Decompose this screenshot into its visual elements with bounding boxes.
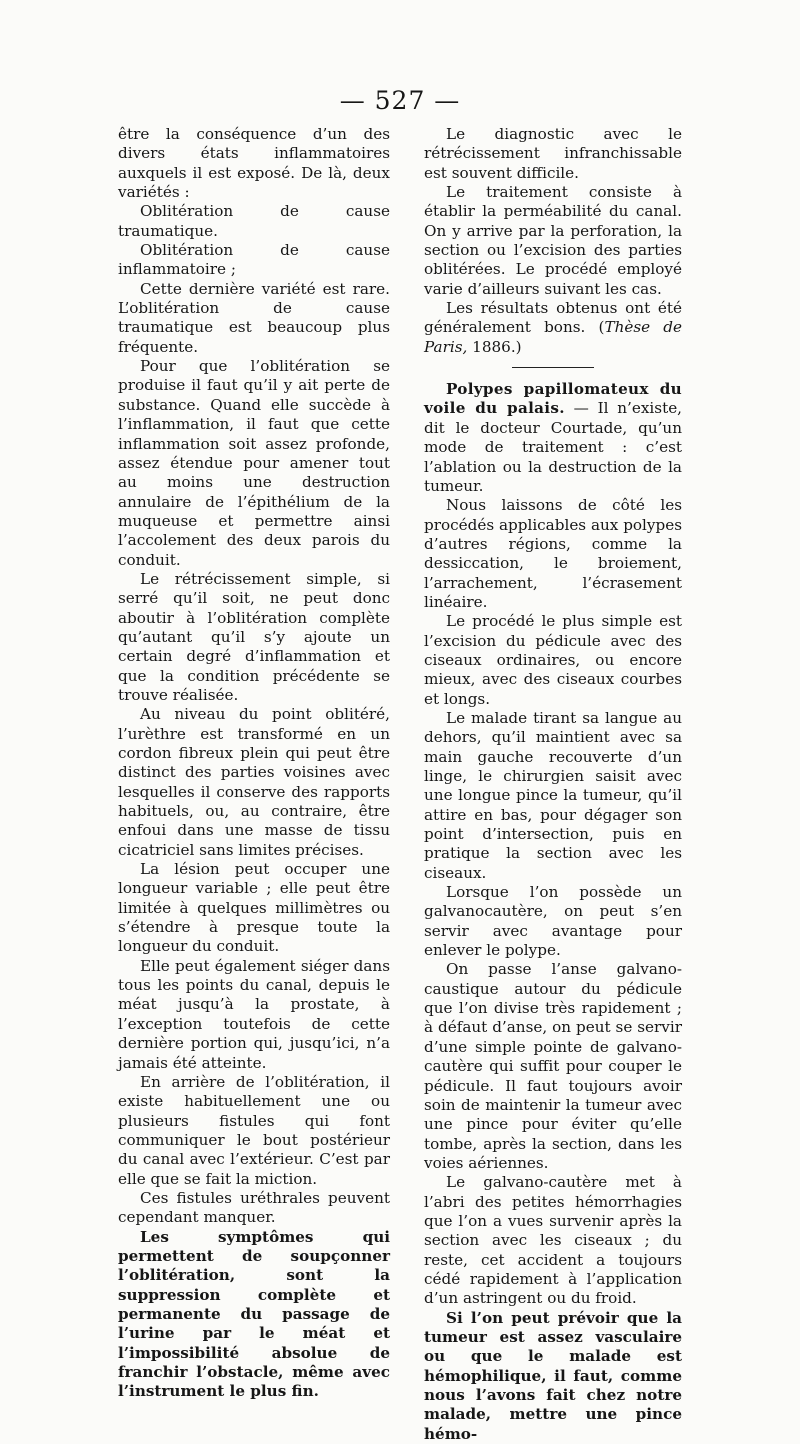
paragraph: Si l’on peut prévoir que la tumeur est assez vasculaire ou que le malade est hémophilique, il faut, comme nous l’avons fait chez notre malade, mettre une pince hémo-	[424, 1308, 682, 1443]
paragraph: être la conséquence d’un des divers états inflammatoires auxquels il est exposé. De là, deux variétés :	[118, 125, 390, 202]
paragraph: On passe l’anse galvano-caustique autour du pédicule que l’on divise très rapidement ; à défaut d’anse, on peut se servir d’une simple pointe de galvano-cautère qui suffit pour couper le pédicule. Il faut toujours avoir soin de maintenir la tumeur avec une pince pour éviter qu’elle tombe, après la section, dans les voies aériennes.	[424, 960, 682, 1172]
paragraph-text: Les résultats obtenus ont été généralement bons. (	[424, 299, 682, 337]
paragraph: Oblitération de cause traumatique.	[118, 202, 390, 240]
paragraph: Le diagnostic avec le rétrécissement infranchissable est souvent difficile.	[424, 125, 682, 182]
paragraph	[424, 299, 682, 357]
paragraph: Au niveau du point oblitéré, l’urèthre est transformé en un cordon fibreux plein qui peut être distinct des parties voisines avec lesquelles il conserve des rapports habituels, ou, au contraire, être enfoui dans une masse de tissu cicatriciel sans limites précises.	[118, 705, 390, 859]
paragraph: Nous laissons de côté les procédés applicables aux polypes d’autres régions, comme la dessiccation, le broiement, l’arrachement, l’écrasement linéaire.	[424, 496, 682, 611]
section-divider	[512, 367, 594, 368]
paragraph: En arrière de l’oblitération, il existe habituellement une ou plusieurs fistules qui font communiquer le bout postérieur du canal avec l’extérieur. C’est par elle que se fait la miction.	[118, 1072, 390, 1188]
paragraph: Lorsque l’on possède un galvanocautère, on peut s’en servir avec avantage pour enlever le polype.	[424, 883, 682, 960]
paragraph: Ces fistules uréthrales peuvent cependant manquer.	[118, 1188, 390, 1227]
paragraph: Le malade tirant sa langue au dehors, qu’il maintient avec sa main gauche recouverte d’un linge, le chirurgien saisit avec une longue pince la tumeur, qu’il attire en bas, pour dégager son point d’intersection, puis en pratique la section avec les ciseaux.	[424, 708, 682, 882]
paragraph: Elle peut également siéger dans tous les points du canal, depuis le méat jusqu’à la prostate, à l’exception toutefois de cette dernière portion qui, jusqu’ici, n’a jamais été atteinte.	[118, 956, 390, 1072]
paragraph: Le traitement consiste à établir la perméabilité du canal. On y arrive par la perforation, la section ou l’excision des parties oblitérées. Le procédé employé varie d’ailleurs suivant les cas.	[424, 183, 682, 298]
paragraph: Les symptômes qui permettent de soupçonner l’oblitération, sont la suppression complète et permanente du passage de l’urine par le méat et l’impossibilité absolue de franchir l’obstacle, même avec l’instrument le plus fin.	[118, 1227, 390, 1401]
citation: Thèse de Paris,	[424, 318, 682, 356]
paragraph: Oblitération de cause inflammatoire ;	[118, 241, 390, 279]
section-heading: Polypes papillomateux du voile du palais.	[424, 380, 682, 418]
paragraph: Le procédé le plus simple est l’excision du pédicule avec des ciseaux ordinaires, ou encore mieux, avec des ciseaux courbes et longs.	[424, 612, 682, 708]
paragraph-text: 1886.)	[467, 337, 522, 356]
right-column	[424, 125, 682, 1444]
paragraph: Pour que l’oblitération se produise il faut qu’il y ait perte de substance. Quand elle succède à l’inflammation, il faut que cette inflammation soit assez profonde, assez étendue pour amener tout au moins une destruction annulaire de l’épithélium de la muqueuse et permettre ainsi l’accolement des deux parois du conduit.	[118, 357, 390, 569]
page-number: — 527 —	[339, 86, 461, 115]
paragraph: Le rétrécissement simple, si serré qu’il soit, ne peut donc aboutir à l’oblitération complète qu’autant qu’il s’y ajoute un certain degré d’inflammation et que la condition précédente se trouve réalisée.	[118, 569, 390, 704]
paragraph: La lésion peut occuper une longueur variable ; elle peut être limitée à quelques millimètres ou s’étendre à presque toute la longueur du conduit.	[118, 860, 390, 956]
paragraph: Cette dernière variété est rare. L’oblitération de cause traumatique est beaucoup plus fréquente.	[118, 279, 390, 356]
paragraph-text: — Il n’existe, dit le docteur Courtade, qu’un mode de traitement : c’est l’ablation ou la destruction de la tumeur.	[424, 399, 683, 495]
left-column	[118, 125, 390, 1402]
paragraph: Le galvano-cautère met à l’abri des petites hémorrhagies que l’on a vues survenir après la section avec les ciseaux ; du reste, cet accident a toujours cédé rapidement à l’application d’un astringent ou du froid.	[424, 1173, 682, 1308]
section-intro	[424, 380, 682, 496]
